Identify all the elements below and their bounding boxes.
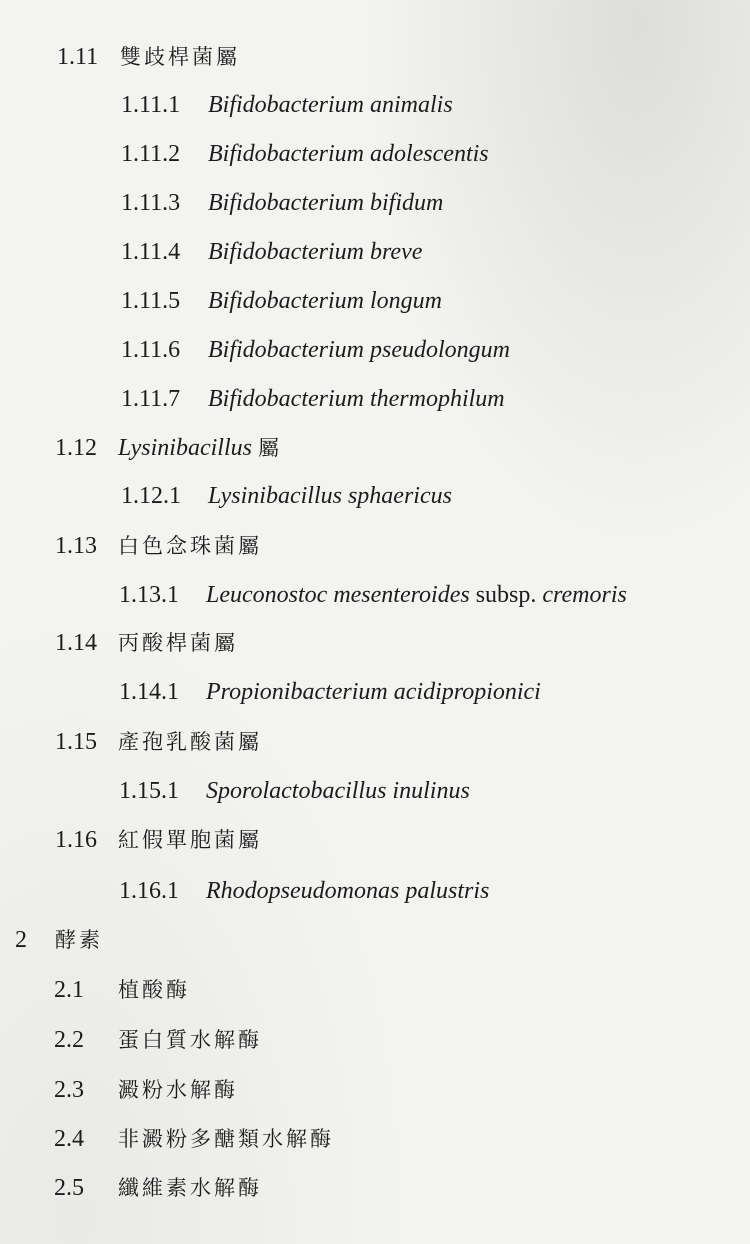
species-name: Lysinibacillus sphaericus <box>208 483 452 509</box>
section-number: 1.14 <box>55 630 97 656</box>
section-title: 雙歧桿菌屬 <box>120 45 240 69</box>
subspecies-name: cremoris <box>542 582 627 608</box>
species-name: Sporolactobacillus inulinus <box>206 778 470 804</box>
item-1-14-1 <box>119 677 541 707</box>
enzyme-name: 蛋白質水解酶 <box>118 1028 262 1052</box>
section-number: 1.12 <box>55 435 97 461</box>
section-number: 2 <box>15 927 27 953</box>
item-number: 1.11.4 <box>121 239 181 265</box>
item-1-12-1 <box>121 481 452 511</box>
item-1-11-4 <box>121 237 422 267</box>
enzyme-name: 纖維素水解酶 <box>118 1176 262 1200</box>
species-name: Bifidobacterium bifidum <box>208 190 444 216</box>
enzyme-name: 植酸酶 <box>118 978 190 1002</box>
species-name: Bifidobacterium animalis <box>208 92 453 118</box>
species-name: Bifidobacterium adolescentis <box>208 141 489 167</box>
item-1-11-6 <box>121 335 510 365</box>
section-1-16 <box>55 825 262 855</box>
item-number: 1.15.1 <box>119 778 179 804</box>
section-1-15 <box>55 727 262 757</box>
species-name: Bifidobacterium longum <box>208 288 442 314</box>
item-1-11-7 <box>121 384 505 414</box>
subspecies-abbrev: subsp. <box>475 582 537 608</box>
section-1-11 <box>57 42 240 72</box>
section-title: 紅假單胞菌屬 <box>118 828 262 852</box>
section-title: 酵素 <box>55 928 103 952</box>
section-title: 白色念珠菌屬 <box>118 534 262 558</box>
species-name: Bifidobacterium pseudolongum <box>208 337 510 363</box>
genus-suffix: 屬 <box>257 436 282 460</box>
section-title: 產孢乳酸菌屬 <box>118 730 262 754</box>
section-number: 1.16 <box>55 827 97 853</box>
species-name: Bifidobacterium thermophilum <box>208 386 505 412</box>
enzyme-name: 非澱粉多醣類水解酶 <box>118 1127 334 1151</box>
item-number: 1.14.1 <box>119 679 179 705</box>
item-number: 1.11.7 <box>121 386 181 412</box>
item-1-11-3 <box>121 188 443 218</box>
item-2-1 <box>54 975 190 1005</box>
genus-name: Lysinibacillus <box>118 435 252 461</box>
item-1-16-1 <box>119 876 489 906</box>
item-1-13-1 <box>119 580 627 610</box>
item-number: 2.2 <box>54 1027 84 1053</box>
section-title: 丙酸桿菌屬 <box>118 631 238 655</box>
item-number: 2.5 <box>54 1175 84 1201</box>
item-1-11-2 <box>121 139 489 169</box>
item-number: 1.16.1 <box>119 878 179 904</box>
section-number: 1.15 <box>55 729 97 755</box>
item-number: 2.4 <box>54 1126 84 1152</box>
item-number: 1.12.1 <box>121 483 181 509</box>
item-2-3 <box>54 1075 238 1105</box>
item-2-5 <box>54 1173 262 1203</box>
item-number: 2.3 <box>54 1077 84 1103</box>
section-number: 1.13 <box>55 533 97 559</box>
species-name: Rhodopseudomonas palustris <box>206 878 490 904</box>
item-1-11-1 <box>121 90 453 120</box>
section-number: 1.11 <box>57 44 99 70</box>
section-1-13 <box>55 531 262 561</box>
item-number: 2.1 <box>54 977 84 1003</box>
section-1-14 <box>55 628 238 658</box>
item-2-4 <box>54 1124 334 1154</box>
item-number: 1.11.1 <box>121 92 181 118</box>
item-2-2 <box>54 1025 262 1055</box>
item-number: 1.11.2 <box>121 141 181 167</box>
item-number: 1.13.1 <box>119 582 179 608</box>
item-number: 1.11.3 <box>121 190 181 216</box>
section-1-12 <box>55 433 282 463</box>
section-2 <box>15 925 103 955</box>
species-name: Bifidobacterium breve <box>208 239 423 265</box>
item-1-15-1 <box>119 776 470 806</box>
species-name: Propionibacterium acidipropionici <box>206 679 541 705</box>
species-name: Leuconostoc mesenteroides <box>206 582 470 608</box>
item-1-11-5 <box>121 286 442 316</box>
item-number: 1.11.6 <box>121 337 181 363</box>
enzyme-name: 澱粉水解酶 <box>118 1078 238 1102</box>
item-number: 1.11.5 <box>121 288 181 314</box>
